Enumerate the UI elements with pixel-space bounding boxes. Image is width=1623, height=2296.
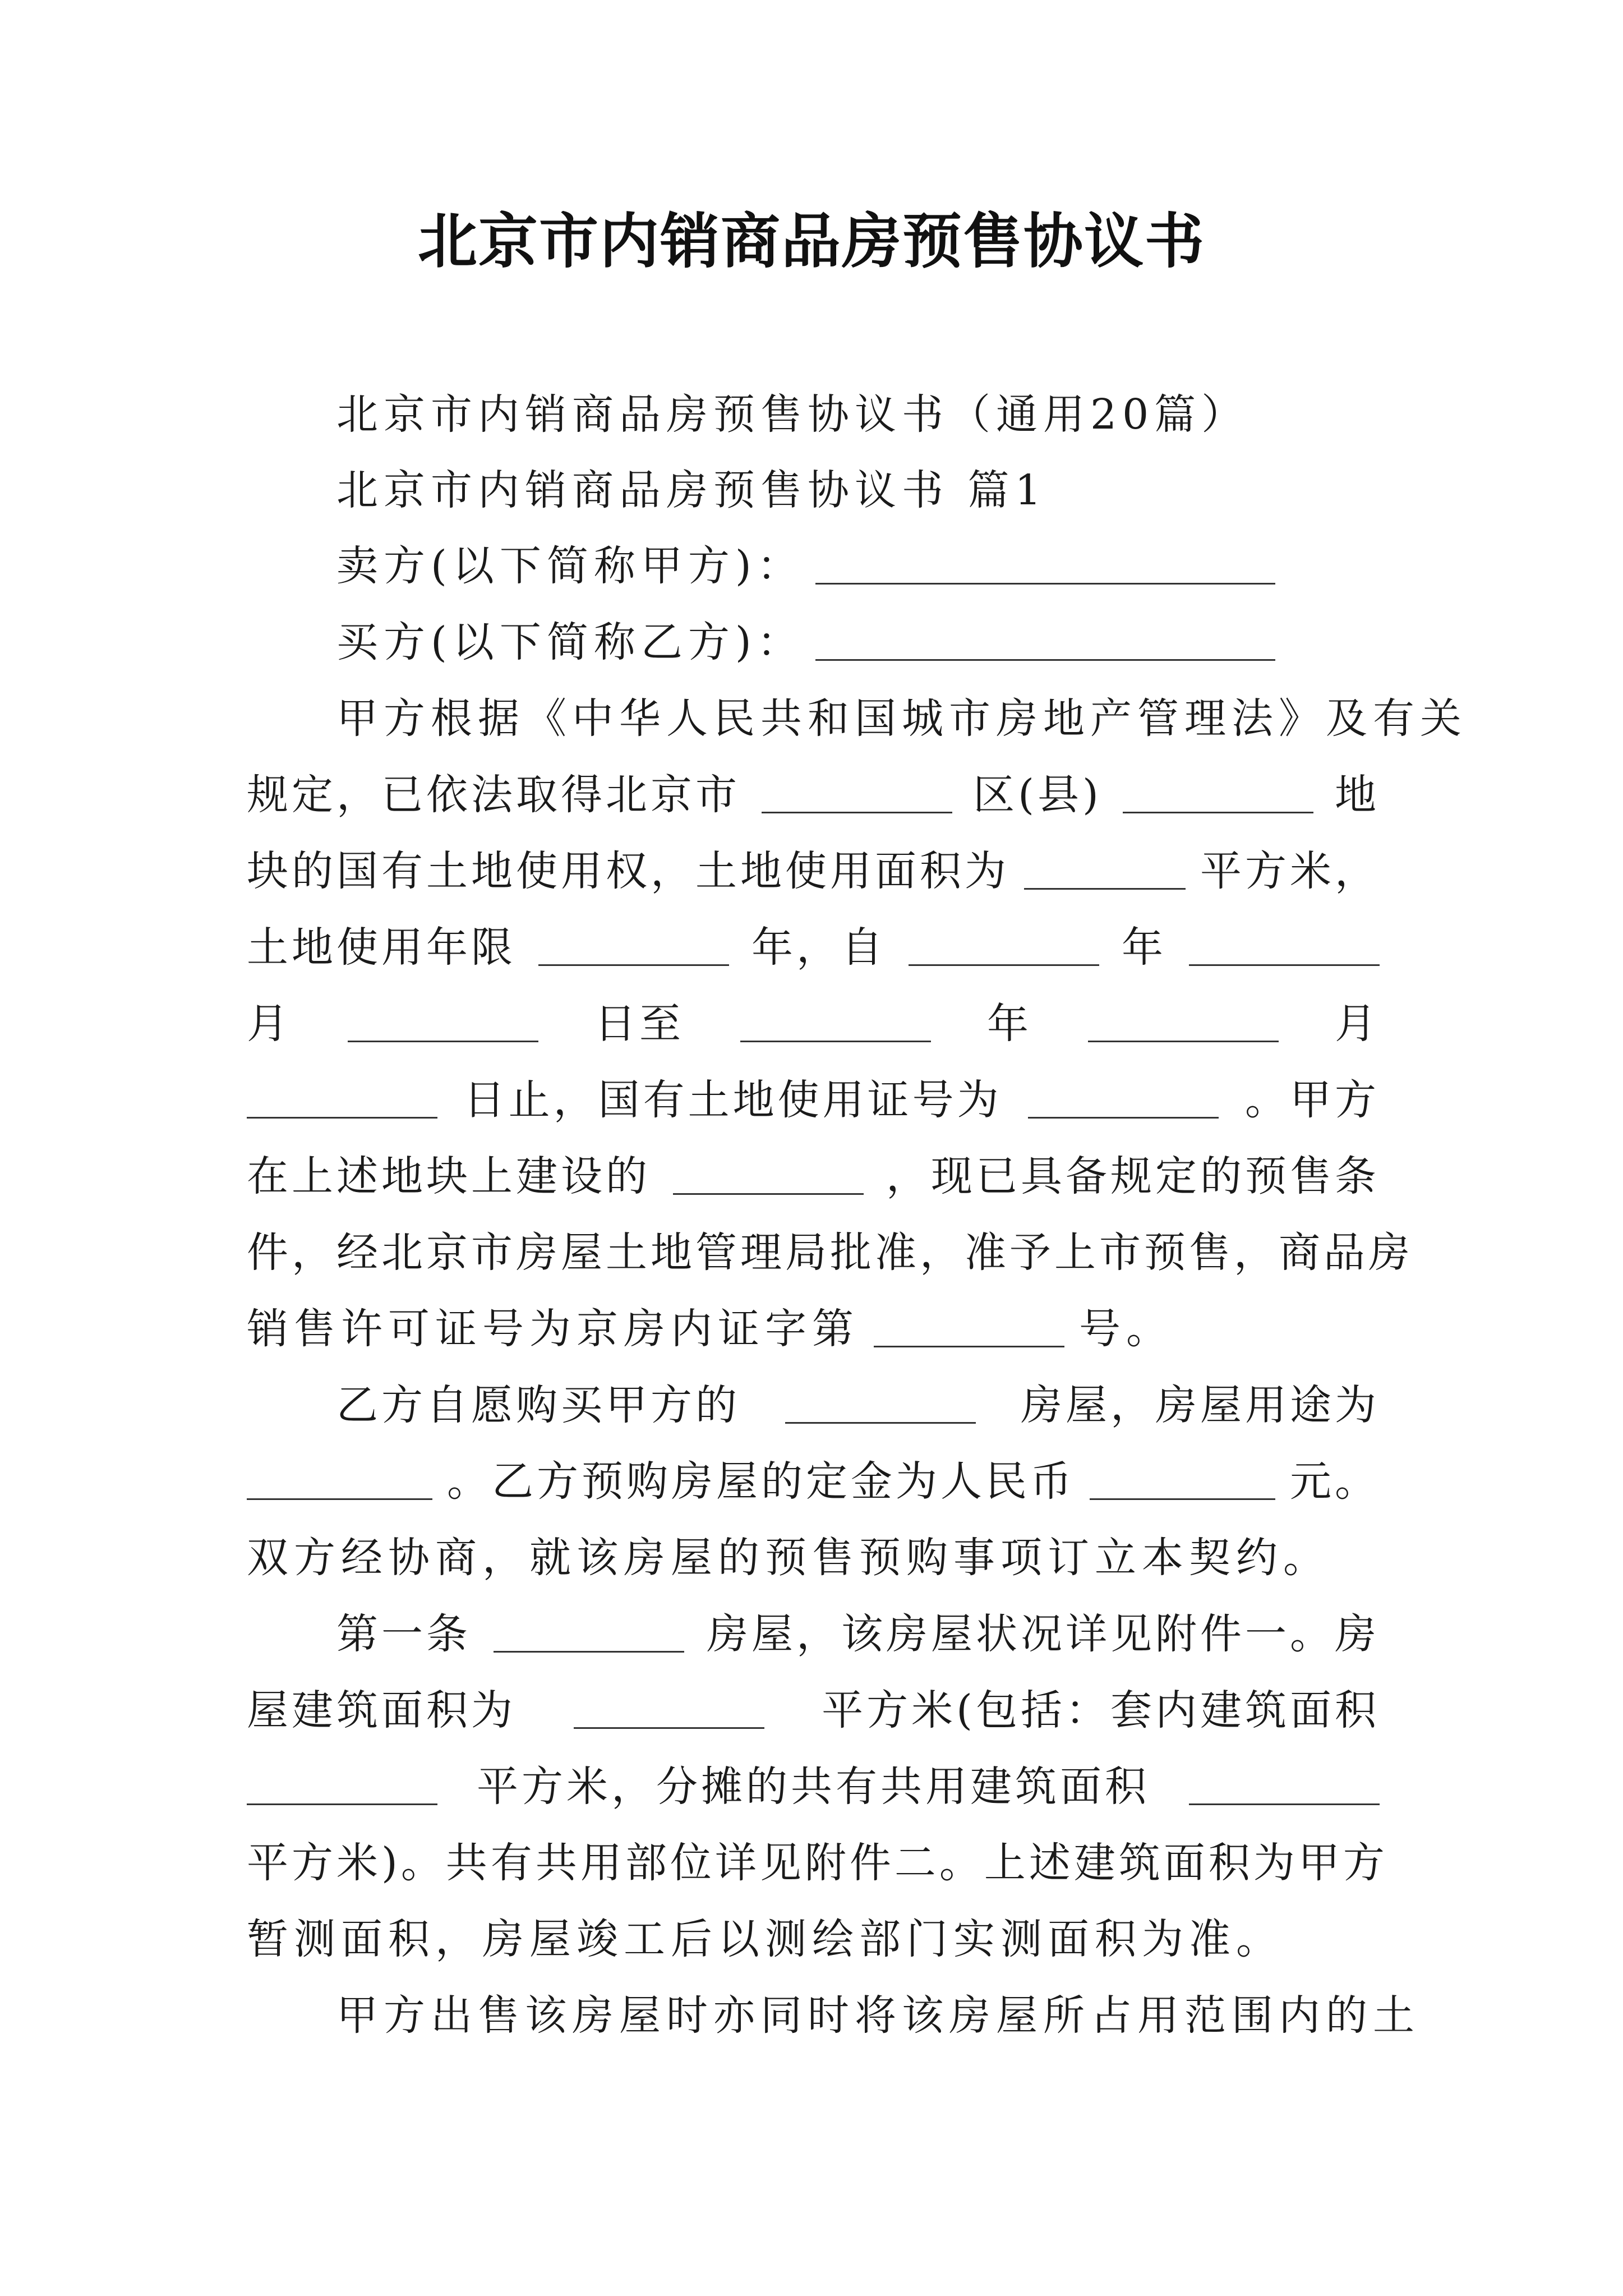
- para3-text: 屋建筑面积为: [247, 1686, 516, 1734]
- para3-text: 平方米)。共有共用部位详见附件二。上述建筑面积为甲方: [247, 1839, 1388, 1887]
- house-usage-field[interactable]: [247, 1464, 432, 1500]
- para1-text: 区(县): [973, 771, 1102, 819]
- para3-text: 平方米，分摊的共有共用建筑面积: [477, 1763, 1150, 1811]
- para3-text: 房屋，该房屋状况详见附件一。房: [707, 1610, 1380, 1658]
- para1-line1: [247, 685, 1467, 752]
- para3-line2: [247, 1677, 1380, 1743]
- para1-text: 年，自: [751, 923, 886, 972]
- para3-line5: [247, 1906, 1380, 1972]
- district-field[interactable]: [762, 777, 952, 813]
- document-title: 北京市内销商品房预售协议书: [418, 206, 1205, 276]
- buyer-label: 买方(以下简称乙方)：: [336, 618, 804, 666]
- buyer-name-field[interactable]: [815, 624, 1275, 661]
- para1-text: 年: [1122, 923, 1166, 972]
- para2-line1: [247, 1372, 1380, 1438]
- end-year-field[interactable]: [740, 1006, 931, 1042]
- para3-text: 第一条: [336, 1610, 471, 1658]
- para1-line3: [247, 838, 1380, 904]
- para3-line3: [247, 1754, 1380, 1820]
- seller-line: [247, 533, 1380, 599]
- deposit-amount-field[interactable]: [1090, 1464, 1275, 1500]
- end-day-field[interactable]: [247, 1082, 437, 1119]
- start-year-field[interactable]: [909, 930, 1099, 966]
- article-heading-line: [247, 457, 1380, 523]
- para2-text: 元。: [1290, 1457, 1380, 1506]
- para1-line6: [247, 1067, 1380, 1133]
- para3-text: 暂测面积，房屋竣工后以测绘部门实测面积为准。: [247, 1915, 1283, 1963]
- para1-text: 年: [987, 1000, 1032, 1048]
- para1-text: 件，经北京市房屋土地管理局批准，准予上市预售，商品房: [247, 1228, 1413, 1277]
- shared-area-field[interactable]: [1189, 1769, 1380, 1805]
- land-term-field[interactable]: [538, 930, 729, 966]
- article-heading: 北京市内销商品房预售协议书 篇1: [336, 466, 1047, 514]
- subtitle: 北京市内销商品房预售协议书（通用20篇）: [336, 390, 1249, 439]
- land-area-field[interactable]: [1024, 853, 1186, 890]
- para2-text: 双方经协商，就该房屋的预售预购事项订立本契约。: [247, 1534, 1330, 1582]
- start-day-field[interactable]: [348, 1006, 538, 1042]
- para3-text: 平方米(包括：套内建筑面积: [822, 1686, 1380, 1734]
- start-month-field[interactable]: [1189, 930, 1380, 966]
- para1-line4: [247, 914, 1380, 981]
- para2-text: 乙方自愿购买甲方的: [336, 1381, 740, 1429]
- para1-text: 号。: [1079, 1305, 1173, 1353]
- seller-name-field[interactable]: [815, 548, 1275, 585]
- para1-text: 甲方根据《中华人民共和国城市房地产管理法》及有关: [336, 694, 1467, 743]
- end-month-field[interactable]: [1088, 1006, 1279, 1042]
- house-no-field[interactable]: [494, 1616, 684, 1653]
- plot-field[interactable]: [1123, 777, 1313, 813]
- para4-text: 甲方出售该房屋时亦同时将该房屋所占用范围内的土: [336, 1991, 1420, 2040]
- seller-label: 卖方(以下简称甲方)：: [336, 542, 804, 590]
- para1-text: 销售许可证号为京房内证字第: [247, 1305, 859, 1353]
- para1-text: 日止，国有土地使用证号为: [463, 1076, 1002, 1124]
- para1-line7: [247, 1143, 1380, 1209]
- para1-text: 地: [1335, 771, 1380, 819]
- para2-line2: [247, 1448, 1380, 1515]
- para1-text: 块的国有土地使用权，土地使用面积为: [247, 847, 1009, 895]
- para1-line5: [247, 991, 1380, 1057]
- para2-text: 房屋，房屋用途为: [1021, 1381, 1380, 1429]
- para1-line2: [247, 762, 1380, 828]
- para1-text: 日至: [594, 1000, 684, 1048]
- para1-text: 规定，已依法取得北京市: [247, 771, 740, 819]
- para1-line8: [247, 1220, 1413, 1286]
- para1-text: 月: [247, 1000, 292, 1048]
- para1-text: 。甲方: [1244, 1076, 1380, 1124]
- presale-permit-no-field[interactable]: [874, 1311, 1064, 1347]
- para2-line3: [247, 1525, 1380, 1591]
- para1-text: ，现已具备规定的预售条: [886, 1152, 1380, 1200]
- para1-text: 月: [1335, 1000, 1380, 1048]
- para3-line4: [247, 1830, 1388, 1896]
- para4-line1: [247, 1982, 1420, 2049]
- para1-text: 在上述地块上建设的: [247, 1152, 651, 1200]
- subtitle-line: [247, 381, 1380, 448]
- land-cert-no-field[interactable]: [1028, 1082, 1219, 1119]
- para1-text: 平方米，: [1200, 847, 1380, 895]
- buyer-line: [247, 609, 1380, 675]
- para2-text: 。乙方预购房屋的定金为人民币: [447, 1457, 1075, 1506]
- para1-text: 土地使用年限: [247, 923, 516, 972]
- para1-line9: [247, 1296, 1380, 1362]
- house-field[interactable]: [785, 1387, 976, 1424]
- project-name-field[interactable]: [673, 1158, 864, 1195]
- building-area-field[interactable]: [574, 1692, 764, 1729]
- inner-area-field[interactable]: [247, 1769, 437, 1805]
- para3-line1: [247, 1601, 1380, 1667]
